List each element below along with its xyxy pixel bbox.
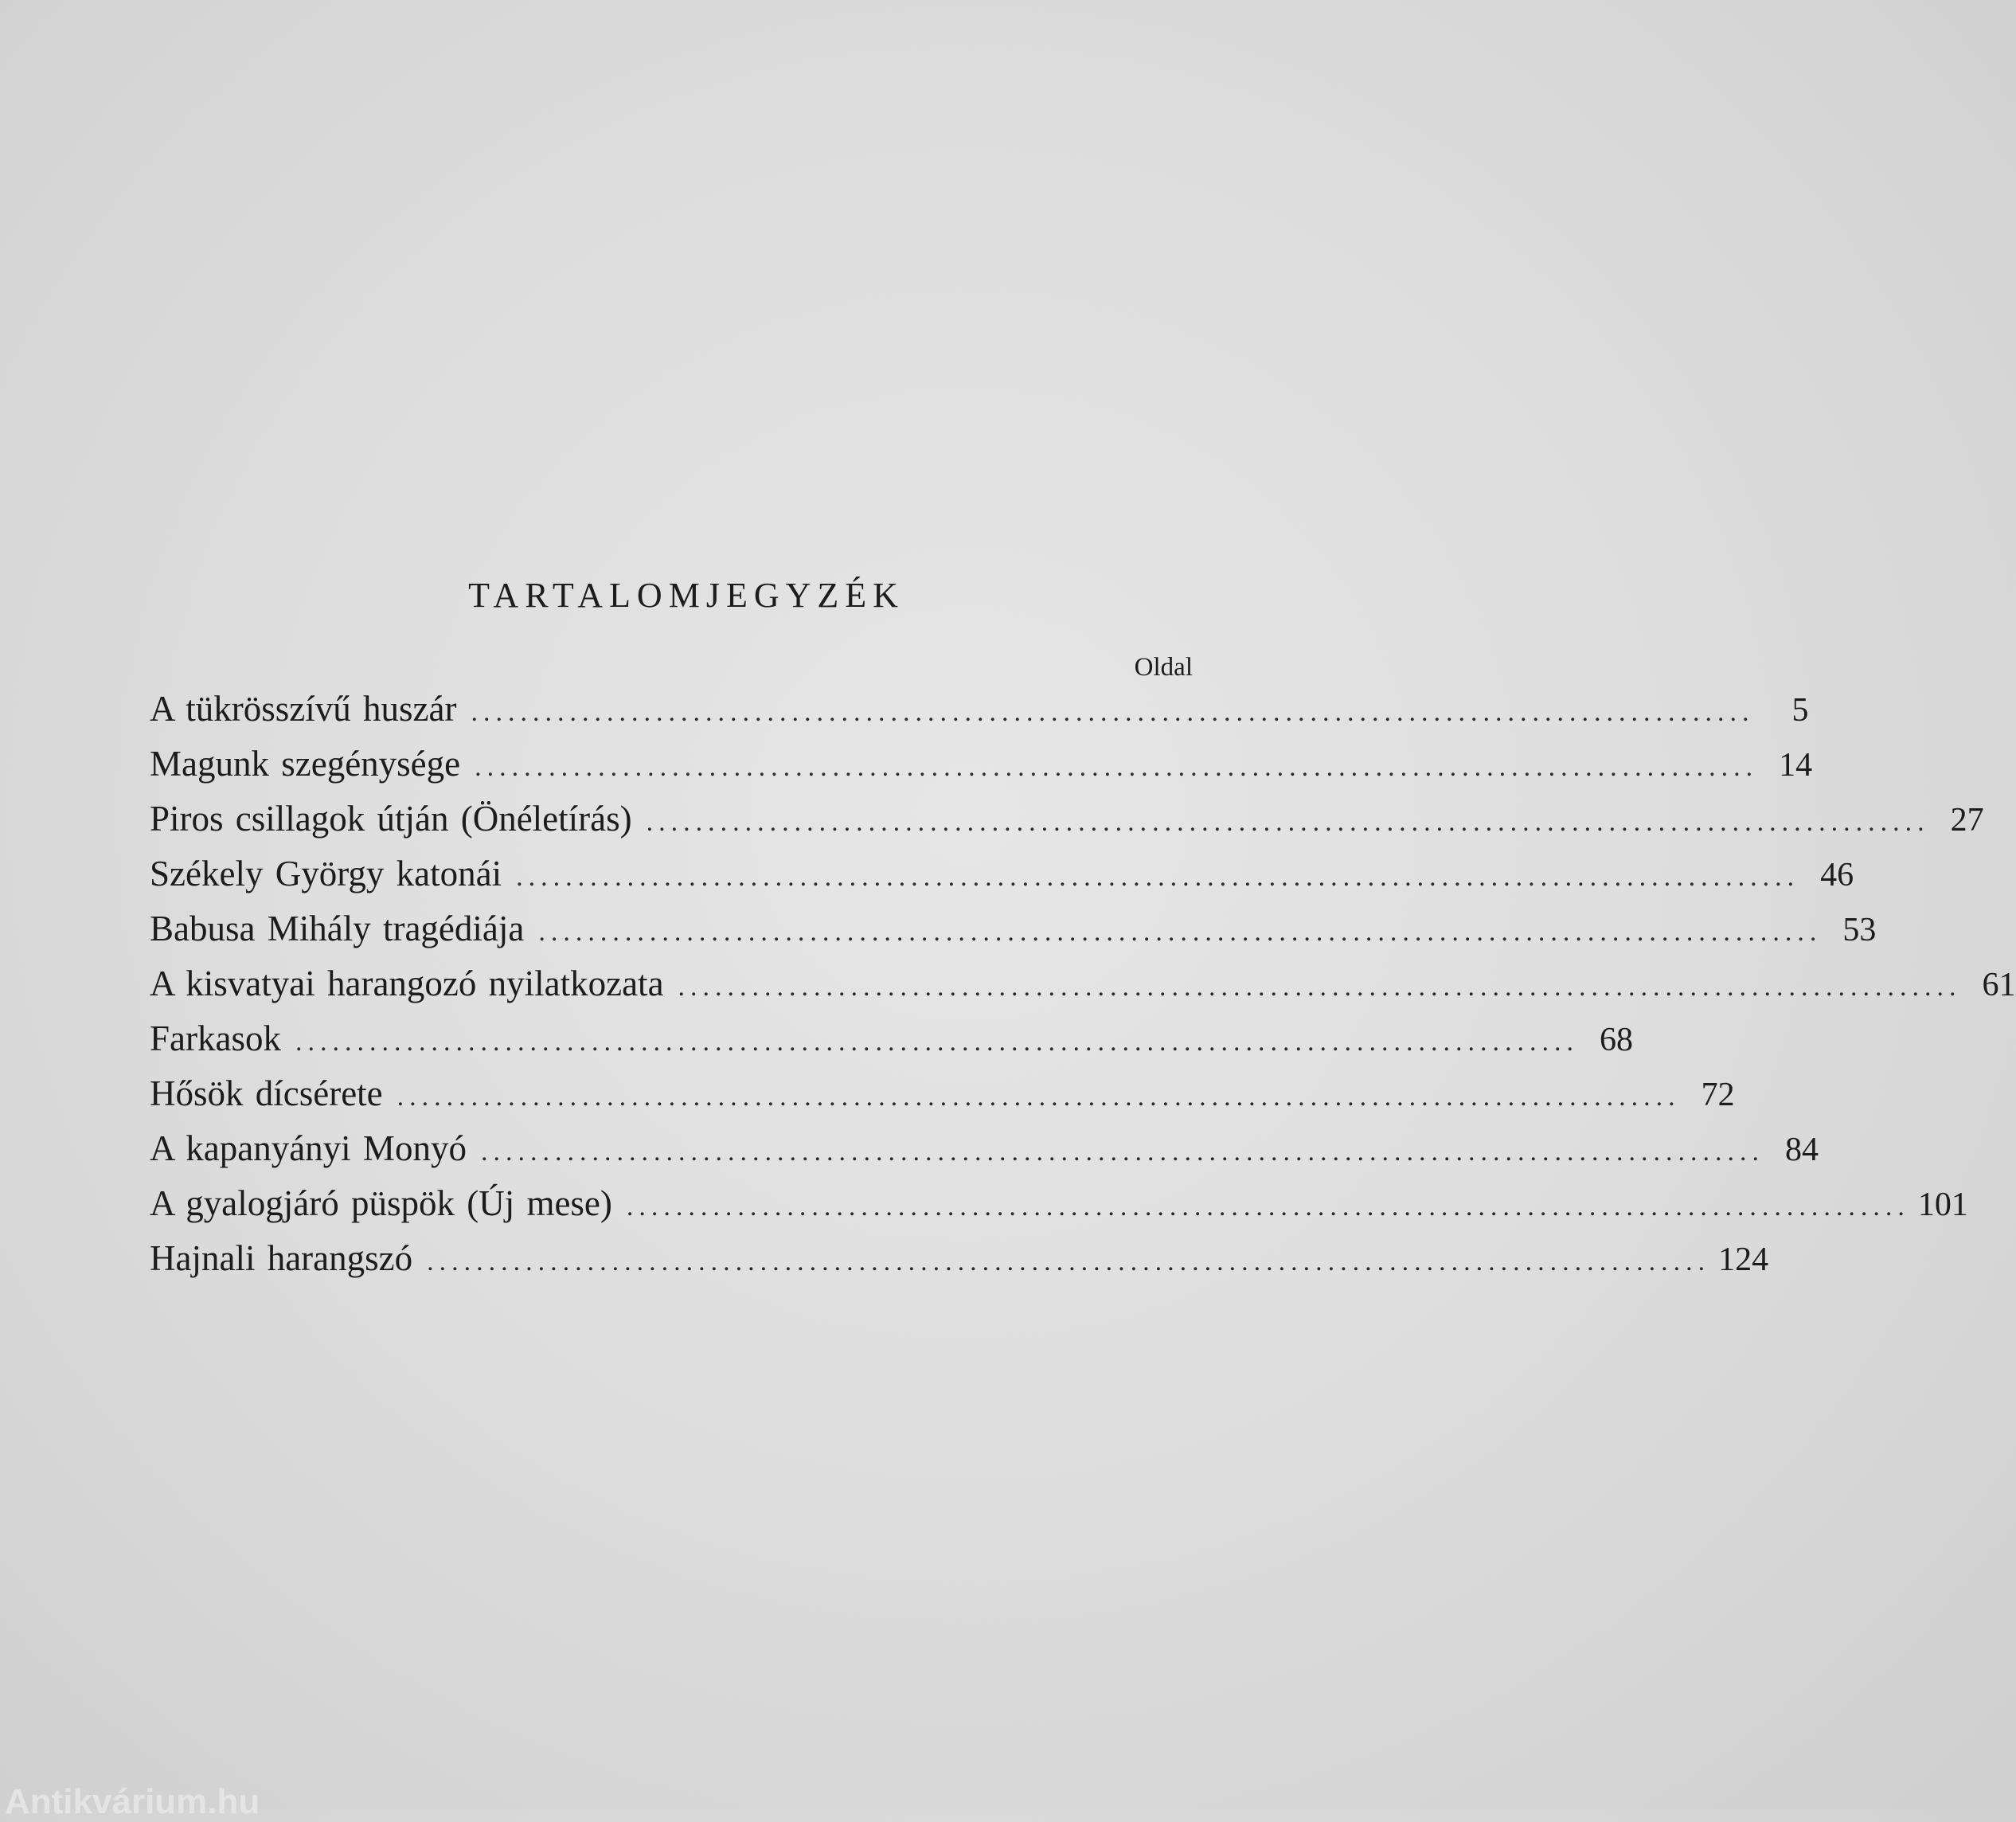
toc-entry — [150, 1011, 1633, 1066]
toc-entry-title: Farkasok — [150, 1019, 281, 1058]
toc-entry-page: 46 — [1820, 857, 1854, 893]
dot-leader: ........................................................................................................ — [626, 1192, 1910, 1222]
toc-entry-title: A kisvatyai harangozó nyilatkozata — [150, 964, 664, 1003]
table-of-contents — [150, 653, 2016, 1286]
dot-leader: ........................................................................................................ — [646, 807, 1930, 837]
toc-entry — [150, 1231, 1769, 1286]
toc-entry — [150, 1121, 1819, 1176]
toc-entry — [150, 1066, 1735, 1121]
toc-entry-title: Székely György katonái — [150, 854, 502, 893]
toc-entry-title: Piros csillagok útján (Önéletírás) — [150, 799, 632, 839]
dot-leader: ........................................................................................................ — [516, 862, 1800, 892]
toc-entry — [150, 846, 1854, 901]
toc-entry — [150, 956, 2016, 1011]
toc-entry-page: 61 — [1982, 967, 2016, 1003]
toc-entry-page: 124 — [1718, 1241, 1769, 1278]
toc-entry-title: Hősök dícsérete — [150, 1073, 383, 1113]
dot-leader: ........................................................................................................ — [480, 1137, 1764, 1167]
dot-leader: ........................................................................................................ — [295, 1027, 1579, 1057]
toc-entry-page: 72 — [1701, 1077, 1735, 1113]
page-column-header: Oldal — [1134, 653, 1193, 682]
toc-entry — [150, 737, 1813, 792]
toc-entry-page: 101 — [1917, 1187, 1968, 1223]
toc-entry-title: A kapanyányi Monyó — [150, 1128, 467, 1168]
dot-leader: ........................................................................................................ — [471, 698, 1755, 727]
toc-entry-page: 14 — [1779, 747, 1813, 784]
dot-leader: ........................................................................................................ — [397, 1082, 1681, 1112]
page-title: TARTALOMJEGYZÉK — [468, 576, 904, 615]
toc-entry-title: Babusa Mihály tragédiája — [150, 909, 525, 948]
toc-entry-title: Magunk szegénysége — [150, 744, 461, 784]
toc-entry — [150, 1176, 1968, 1231]
toc-entry — [150, 901, 1877, 956]
toc-entry-page: 84 — [1784, 1132, 1819, 1168]
dot-leader: ........................................................................................................ — [678, 972, 1962, 1002]
toc-entry-page: 53 — [1842, 912, 1877, 948]
toc-entry — [150, 792, 1984, 846]
toc-entry-title: A tükrösszívű huszár — [150, 689, 457, 729]
toc-entry-page: 27 — [1950, 802, 1984, 839]
toc-entry-page: 5 — [1791, 692, 1809, 729]
toc-entry — [150, 682, 1809, 737]
dot-leader: ........................................................................................................ — [427, 1247, 1711, 1277]
toc-list — [150, 682, 2016, 1286]
toc-entry-page: 68 — [1599, 1022, 1633, 1058]
dot-leader: ........................................................................................................ — [538, 917, 1823, 947]
watermark: Antikvárium.hu — [5, 1782, 260, 1821]
toc-entry-title: Hajnali harangszó — [150, 1238, 413, 1278]
toc-entry-title: A gyalogjáró püspök (Új mese) — [150, 1183, 612, 1223]
dot-leader: ........................................................................................................ — [475, 753, 1759, 782]
